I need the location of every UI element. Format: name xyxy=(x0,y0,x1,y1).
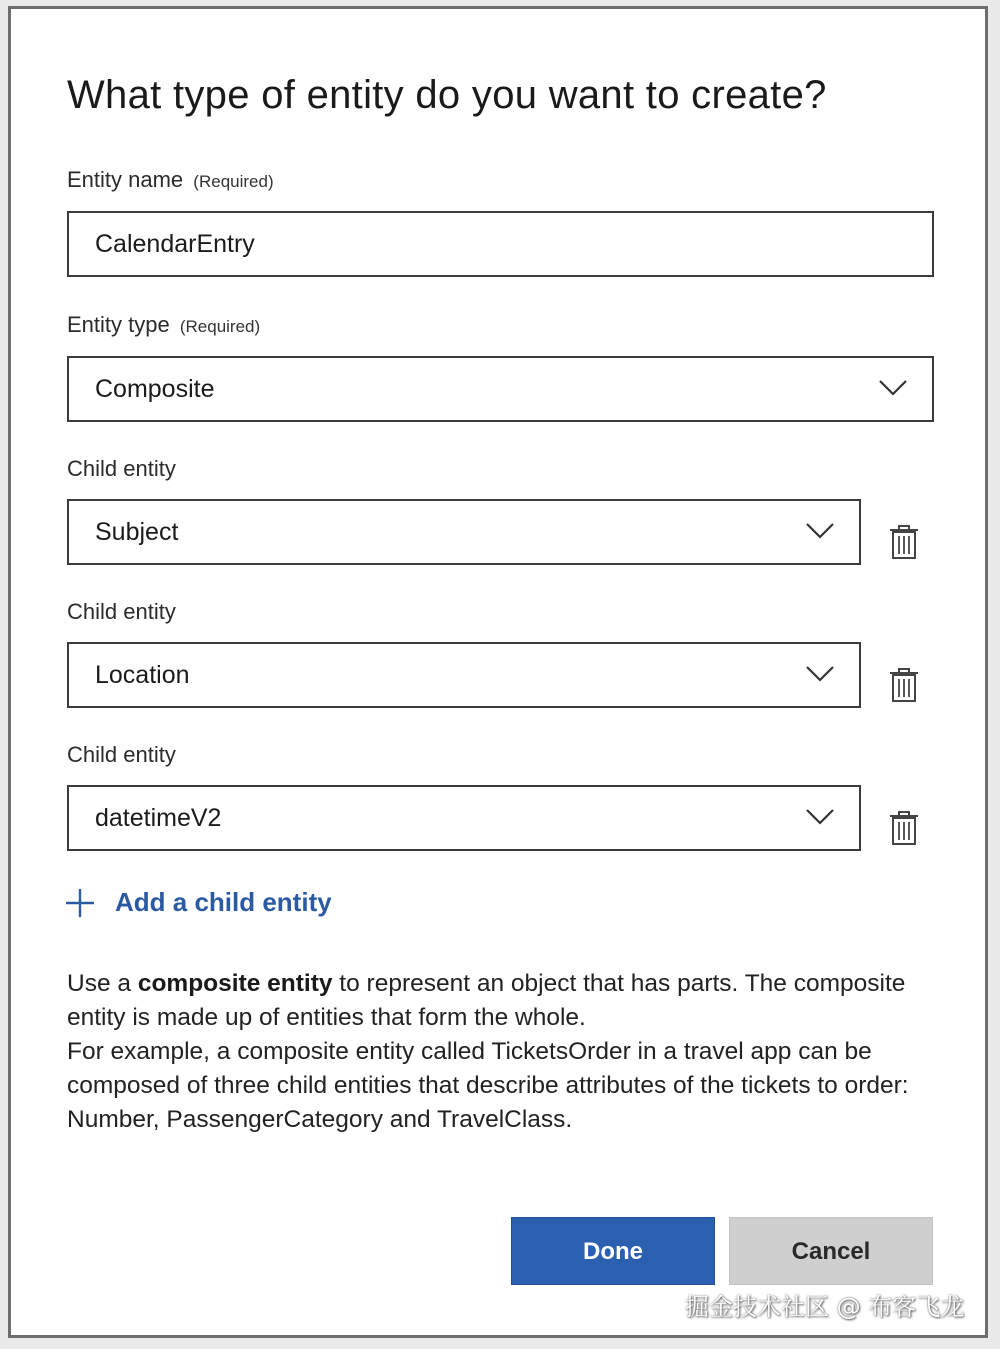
child-entity-label: Child entity xyxy=(67,599,176,624)
entity-type-required-note: (Required) xyxy=(179,317,261,336)
cancel-button[interactable]: Cancel xyxy=(729,1217,933,1285)
add-child-entity-link[interactable] xyxy=(65,887,332,918)
add-child-entity-label: Add a child entity xyxy=(115,887,332,917)
trash-icon[interactable] xyxy=(889,667,919,703)
entity-name-label xyxy=(67,167,274,193)
child-entity-selected: Subject xyxy=(95,518,179,546)
description-paragraph-1 xyxy=(67,967,947,1035)
entity-name-input[interactable] xyxy=(67,211,934,277)
chevron-down-icon xyxy=(805,664,835,684)
child-entity-selected: datetimeV2 xyxy=(95,804,222,832)
child-entity-dropdown-location[interactable] xyxy=(67,642,861,708)
entity-type-label xyxy=(67,312,260,338)
entity-name-value: CalendarEntry xyxy=(95,230,255,258)
child-entity-label: Child entity xyxy=(67,742,176,767)
chevron-down-icon xyxy=(805,807,835,827)
trash-icon[interactable] xyxy=(889,524,919,560)
description-line1-rest: to represent an object that has parts. The composite entity is made up of entities that form the whole. xyxy=(67,970,906,1031)
done-button[interactable]: Done xyxy=(511,1217,715,1285)
trash-icon[interactable] xyxy=(889,810,919,846)
composite-entity-description xyxy=(67,967,947,1137)
entity-type-dropdown[interactable] xyxy=(67,356,934,422)
description-paragraph-2: For example, a composite entity called TicketsOrder in a travel app can be composed of three child entities that describe attributes of the tickets to order: Number, PassengerCategory and TravelClass. xyxy=(67,1038,909,1133)
dialog-title: What type of entity do you want to create? xyxy=(67,73,827,117)
child-entity-selected: Location xyxy=(95,661,190,689)
child-entity-dropdown-subject[interactable] xyxy=(67,499,861,565)
chevron-down-icon xyxy=(805,521,835,541)
entity-name-required-note: (Required) xyxy=(193,172,274,191)
create-entity-dialog xyxy=(8,6,988,1338)
chevron-down-icon xyxy=(878,378,908,398)
entity-name-label-text: Entity name xyxy=(67,167,184,192)
entity-type-label-text: Entity type xyxy=(67,312,170,337)
entity-type-selected: Composite xyxy=(95,375,215,403)
child-entity-label: Child entity xyxy=(67,456,176,481)
plus-icon xyxy=(65,888,95,918)
description-bold-term: composite entity xyxy=(137,970,333,997)
child-entity-dropdown-datetime[interactable] xyxy=(67,785,861,851)
watermark: 掘金技术社区 @ 布客飞龙 xyxy=(685,1293,965,1321)
description-prefix: Use a xyxy=(67,970,138,997)
